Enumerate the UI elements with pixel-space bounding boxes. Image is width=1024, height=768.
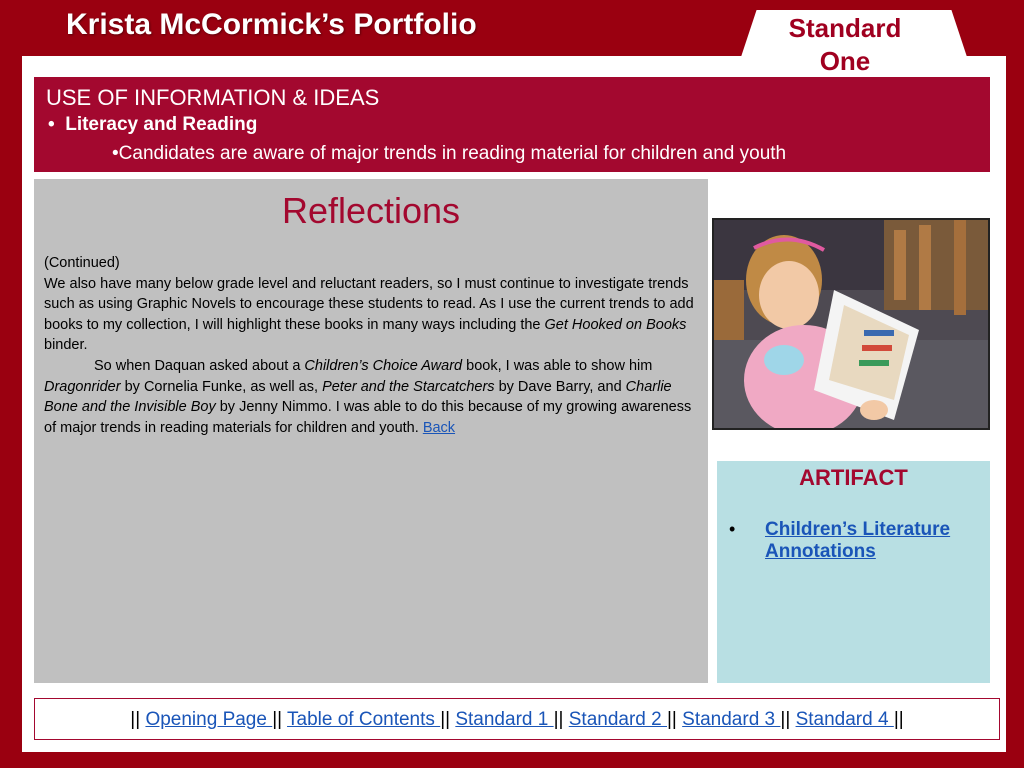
nav-separator: || xyxy=(667,709,677,730)
footer-nav xyxy=(34,698,1000,740)
reflections-paragraph-2 xyxy=(44,356,698,438)
reflections-panel xyxy=(34,179,708,683)
student-reading-photo xyxy=(712,218,990,430)
p2-text-c: by Cornelia Funke, as well as, xyxy=(120,378,323,395)
nav-separator: || xyxy=(780,709,791,730)
artifact-title: ARTIFACT xyxy=(799,465,908,490)
nav-separator: || xyxy=(893,709,904,730)
p2-text-e: by Jenny Nimmo. I was able to do this because of my growing awareness of major trends in reading materials for children and youth. xyxy=(44,399,692,436)
artifact-list xyxy=(727,519,980,563)
banner-statement: •Candidates are aware of major trends in reading material for children and youth xyxy=(112,143,787,164)
p2-book-charlie: Charlie Bone and the Invisible Boy xyxy=(44,378,672,416)
page-title: Krista McCormick’s Portfolio xyxy=(66,8,477,41)
p2-text-b: book, I was able to show him xyxy=(462,357,653,374)
p1-binder-title: Get Hooked on Books xyxy=(544,316,687,333)
p2-award-title: Children’s Choice Award xyxy=(304,357,463,374)
nav-standard-3[interactable]: Standard 3 xyxy=(682,709,781,730)
reflections-paragraph-1 xyxy=(44,274,698,356)
banner-topic: Literacy and Reading xyxy=(65,114,258,135)
p2-book-peter: Peter and the Starcatchers xyxy=(322,378,495,395)
nav-separator: || xyxy=(272,709,283,730)
standard-banner xyxy=(34,77,990,172)
artifact-bullet: • xyxy=(729,519,736,539)
reflections-title: Reflections xyxy=(281,190,461,231)
nav-separator: || xyxy=(440,709,451,730)
nav-standard-4[interactable]: Standard 4 xyxy=(795,709,894,730)
nav-table-of-contents[interactable]: Table of Contents xyxy=(287,709,441,730)
artifact-list-item xyxy=(727,519,980,563)
back-link[interactable]: Back xyxy=(422,419,456,436)
p2-text-a: So when Daquan asked about a xyxy=(94,357,305,374)
banner-heading: USE OF INFORMATION & IDEAS xyxy=(46,85,380,110)
nav-standard-1[interactable]: Standard 1 xyxy=(455,709,554,730)
nav-standard-2[interactable]: Standard 2 xyxy=(568,709,667,730)
reflections-body xyxy=(44,253,698,438)
reflections-continued: (Continued) xyxy=(44,255,120,271)
p1-text-a: We also have many below grade level and reluctant readers, so I must continue to investigate trends such as using Graphic Novels to encourage these students to read. As I use the current trends to add books to my collection, I will highlight these books in many ways including the xyxy=(44,275,694,333)
photo-illustration xyxy=(714,220,988,428)
p2-text-d: by Dave Barry, and xyxy=(494,378,626,395)
artifact-panel xyxy=(717,461,990,683)
p1-text-b: binder. xyxy=(44,337,88,354)
banner-bullet: • xyxy=(48,114,55,135)
standard-tab-label: Standard One xyxy=(788,13,902,76)
nav-separator: || xyxy=(130,709,141,730)
banner-topic-line xyxy=(46,111,978,139)
nav-separator: || xyxy=(553,709,564,730)
nav-opening-page[interactable]: Opening Page xyxy=(145,709,273,730)
annotations-link[interactable]: Children’s Literature Annotations xyxy=(765,519,951,562)
p2-book-dragonrider: Dragonrider xyxy=(44,378,121,395)
